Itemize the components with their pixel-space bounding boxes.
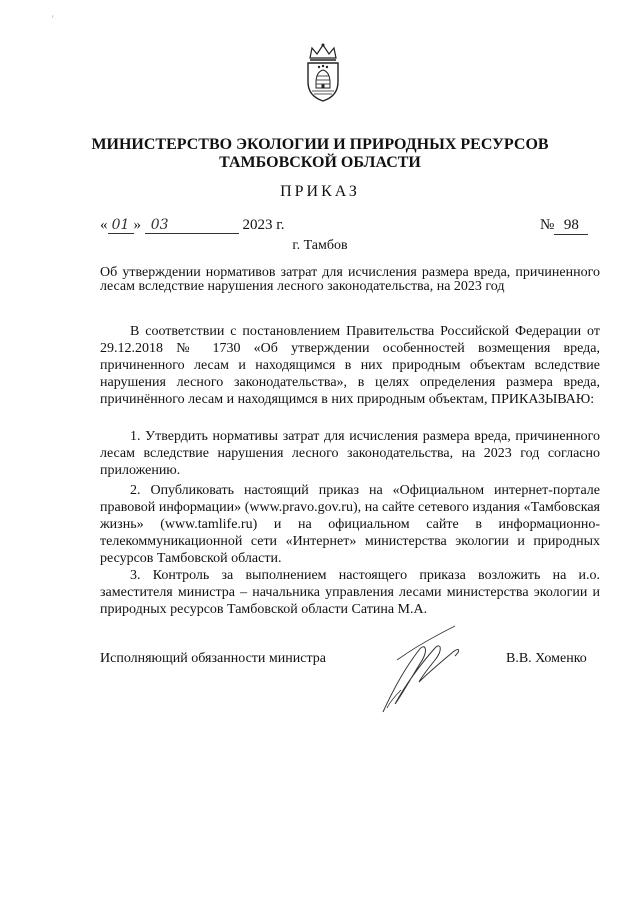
document-number bbox=[540, 217, 588, 235]
document-date bbox=[100, 217, 284, 234]
ministry-name-line1: МИНИСТЕРСТВО ЭКОЛОГИИ И ПРИРОДНЫХ РЕСУРСОВ bbox=[91, 136, 549, 153]
number-sign: № bbox=[540, 217, 555, 233]
date-open-quote: « bbox=[100, 217, 108, 233]
signatory-name: В.В. Хоменко bbox=[506, 651, 587, 666]
tambov-coat-of-arms-icon bbox=[300, 42, 346, 104]
date-year: 2023 г. bbox=[242, 217, 285, 233]
number-value: 98 bbox=[554, 217, 588, 235]
corner-mark: ' bbox=[52, 14, 54, 24]
date-close-quote: » bbox=[133, 217, 141, 233]
order-item-1: 1. Утвердить нормативы затрат для исчисления размера вреда, причиненного лесам вследствие нарушения лесного законодательства, на 2023 год согласно приложению. bbox=[100, 429, 600, 478]
signatory-position: Исполняющий обязанности министра bbox=[100, 651, 326, 666]
document-subject: Об утверждении нормативов затрат для исчисления размера вреда, причиненного лесам вследствие нарушения лесного законодательства, на 2023 год bbox=[100, 265, 600, 294]
date-day: 01 bbox=[108, 217, 134, 234]
preamble-paragraph: В соответствии с постановлением Правительства Российской Федерации от 29.12.2018 № 1730 «Об утверждении особенностей возмещения вреда, причиненного лесам и находящимся в них природным объектам вследствие нарушения лесного законодательства», в целях определения размера вреда, причинённого лесам и находящимся в них природным объектам, ПРИКАЗЫВАЮ: bbox=[100, 324, 600, 407]
handwritten-signature-icon bbox=[375, 620, 470, 720]
order-item-2: 2. Опубликовать настоящий приказ на «Официальном интернет-портале правовой информации» (www.pravo.gov.ru), на сайте сетевого издания «Тамбовская жизнь» (www.tamlife.ru) и на официальном сайте в информационно-телекоммуникационной сети «Интернет» министерства экологии и природных ресурсов Тамбовской области. bbox=[100, 483, 600, 566]
ministry-name-line2: ТАМБОВСКОЙ ОБЛАСТИ bbox=[219, 154, 421, 171]
order-item-3: 3. Контроль за выполнением настоящего приказа возложить на и.о. заместителя министра – начальника управления лесами министерства экологии и природных ресурсов Тамбовской области Сатина М.А. bbox=[100, 568, 600, 617]
document-city: г. Тамбов bbox=[292, 238, 348, 253]
document-type-title: ПРИКАЗ bbox=[280, 183, 360, 200]
date-month: 03 bbox=[145, 217, 239, 234]
